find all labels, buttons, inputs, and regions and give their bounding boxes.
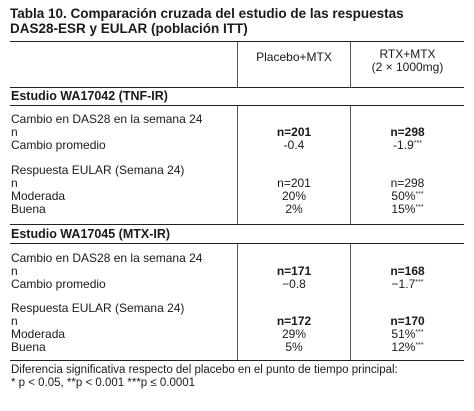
significance-marker: *** [415,329,424,336]
row-label-mean-change: Cambio promedio [11,138,106,152]
cell-n-placebo: n=201 [277,176,311,190]
cell-n-rtx: n=298 [390,176,425,190]
cell-n-placebo: n=172 [276,314,312,328]
section-rule [10,224,464,225]
row-label-n: n [11,264,18,278]
row-label-good: Buena [11,202,46,216]
footnote-significance: Diferencia significativa respecto del placebo en el punto de tiempo principal: [11,364,398,376]
row-label-n: n [11,176,18,190]
row-label-moderate: Moderada [11,189,66,203]
cell-n-rtx: n=298 [390,125,425,139]
cell-moderate-rtx: 51%*** [391,327,424,341]
cell-good-placebo: 2% [285,202,303,216]
significance-marker: *** [415,204,424,211]
row-label-moderate: Moderada [11,327,66,341]
cell-good-placebo: 5% [285,340,303,354]
significance-marker: *** [415,342,424,349]
cell-mean-placebo: −0.8 [282,277,306,291]
column-divider [237,42,238,87]
cell-n-rtx: n=170 [390,314,425,328]
row-label-eular-response: Respuesta EULAR (Semana 24) [11,163,185,177]
table-title-line1: Tabla 10. Comparación cruzada del estudio de las respuestas [10,6,404,21]
cell-mean-placebo: -0.4 [283,138,305,152]
table-bottom-rule [10,360,464,361]
significance-marker: *** [415,279,424,286]
cell-mean-rtx: -1.9*** [393,138,422,152]
header-bottom-rule [10,87,464,88]
column-header-rtx-dose: (2 × 1000mg) [371,60,444,74]
cell-moderate-placebo: 29% [281,327,307,341]
cell-n-placebo: n=201 [276,125,312,139]
significance-marker: *** [413,140,422,147]
row-label-n: n [11,314,18,328]
column-header-rtx: RTX+MTX [379,47,436,61]
cell-good-rtx: 15%*** [391,202,424,216]
row-label-eular-response: Respuesta EULAR (Semana 24) [11,301,185,315]
cell-moderate-placebo: 20% [281,189,307,203]
cell-n-placebo: n=171 [276,264,312,278]
cell-mean-rtx: −1.7*** [391,277,424,291]
row-label-das28-change: Cambio en DAS28 en la semana 24 [11,251,203,265]
row-label-mean-change: Cambio promedio [11,277,106,291]
table-title-line2: DAS28-ESR y EULAR (población ITT) [10,21,248,36]
significance-marker: *** [415,191,424,198]
column-header-placebo: Placebo+MTX [256,50,332,64]
row-label-das28-change: Cambio en DAS28 en la semana 24 [11,112,203,126]
cell-moderate-rtx: 50%*** [391,189,424,203]
cell-good-rtx: 12%*** [391,340,424,354]
row-label-good: Buena [11,340,46,354]
cell-n-rtx: n=168 [390,264,425,278]
footnote-p-values: * p < 0.05, **p < 0.001 ***p ≤ 0.0001 [11,377,196,389]
row-label-n: n [11,125,18,139]
section-heading-wa17042: Estudio WA17042 (TNF-IR) [11,89,168,103]
section-heading-wa17045: Estudio WA17045 (MTX-IR) [11,227,171,241]
